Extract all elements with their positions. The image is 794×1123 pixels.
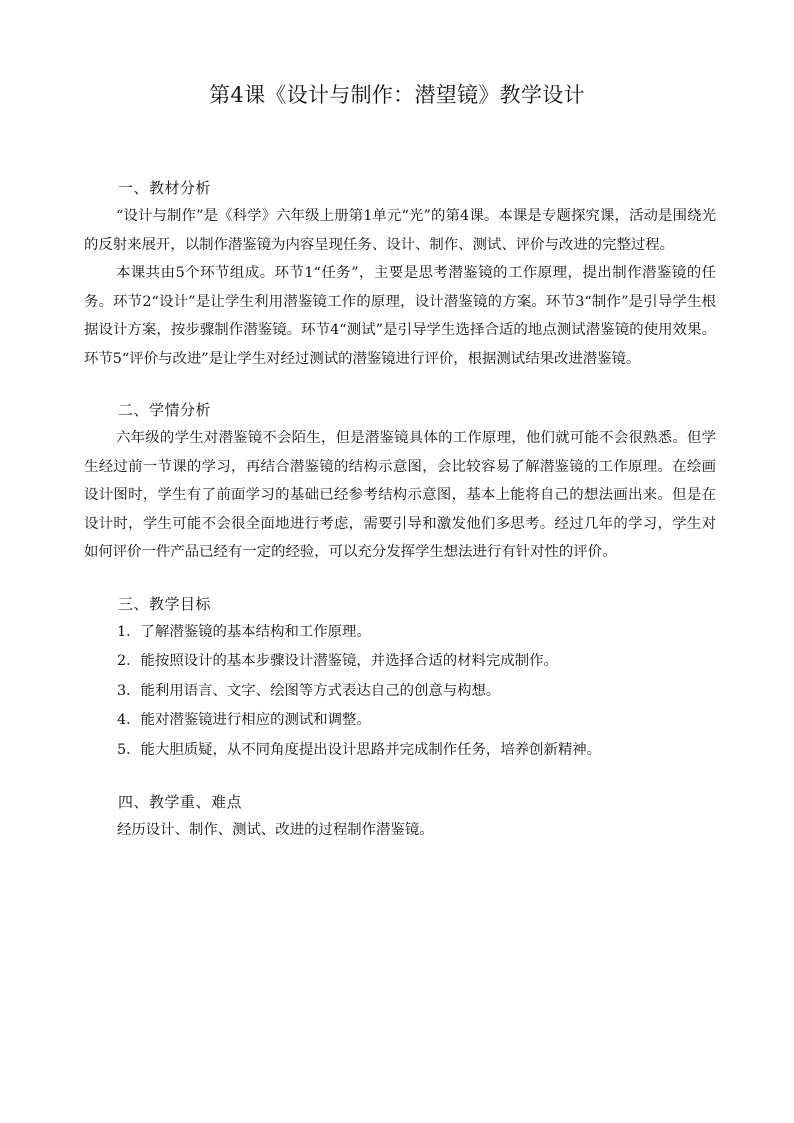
objectives-list: [117, 618, 716, 766]
list-item: 4．能对潜鉴镜进行相应的测试和调整。: [117, 712, 371, 728]
list-item: 3．能利用语言、文字、绘图等方式表达自己的创意与构想。: [117, 682, 501, 699]
section-heading: 三、教学目标: [118, 594, 212, 613]
section-teaching-objectives: [84, 590, 716, 766]
section-key-points: [84, 788, 716, 845]
paragraph: 经历设计、制作、测试、改进的过程制作潜鉴镜。: [117, 822, 434, 838]
section-student-analysis: [84, 396, 716, 567]
list-item: 2．能按照设计的基本步骤设计潜鉴镜，并选择合适的材料完成制作。: [117, 653, 558, 669]
paragraph: 六年级的学生对潜鉴镜不会陌生，但是潜鉴镜具体的工作原理，他们就可能不会很熟悉。但学生经过前一节课的学习，再结合潜鉴镜的结构示意图，会比较容易了解潜鉴镜的工作原理。在绘画设计图时，学生有了前面学习的基础已经参考结构示意图，基本上能将自己的想法画出来。但是在设计时，学生可能不会很全面地进行考虑，需要引导和激发他们多思考。经过几年的学习，学生对如何评价一件产品已经有一定的经验，可以充分发挥学生想法进行有针对性的评价。: [84, 430, 716, 560]
paragraph: 本课共由5个环节组成。环节1“任务”，主要是思考潜鉴镜的工作原理，提出制作潜鉴镜的任务。环节2“设计”是让学生利用潜鉴镜工作的原理，设计潜鉴镜的方案。环节3“制作”是引导学生根据设计方案，按步骤制作潜鉴镜。环节4“测试”是引导学生选择合适的地点测试潜鉴镜的使用效果。环节5“评价与改进”是让学生对经过测试的潜鉴镜进行评价，根据测试结果改进潜鉴镜。: [84, 265, 716, 367]
document-body: [84, 174, 716, 868]
section-heading: 四、教学重、难点: [118, 793, 243, 811]
document-title: 第4课《设计与制作：潜望镜》教学设计: [209, 83, 585, 107]
section-materials-analysis: [84, 174, 716, 373]
list-item: 1．了解潜鉴镜的基本结构和工作原理。: [117, 623, 371, 640]
paragraph: “设计与制作”是《科学》六年级上册第1单元“光”的第4课。本课是专题探究课，活动是围绕光的反射来展开，以制作潜鉴镜为内容呈现任务、设计、制作、测试、评价与改进的完整过程。: [84, 208, 716, 253]
section-heading: 一、教材分析: [118, 179, 212, 197]
section-heading: 二、学情分析: [118, 401, 212, 419]
list-item: 5．能大胆质疑，从不同角度提出设计思路并完成制作任务，培养创新精神。: [117, 741, 602, 758]
